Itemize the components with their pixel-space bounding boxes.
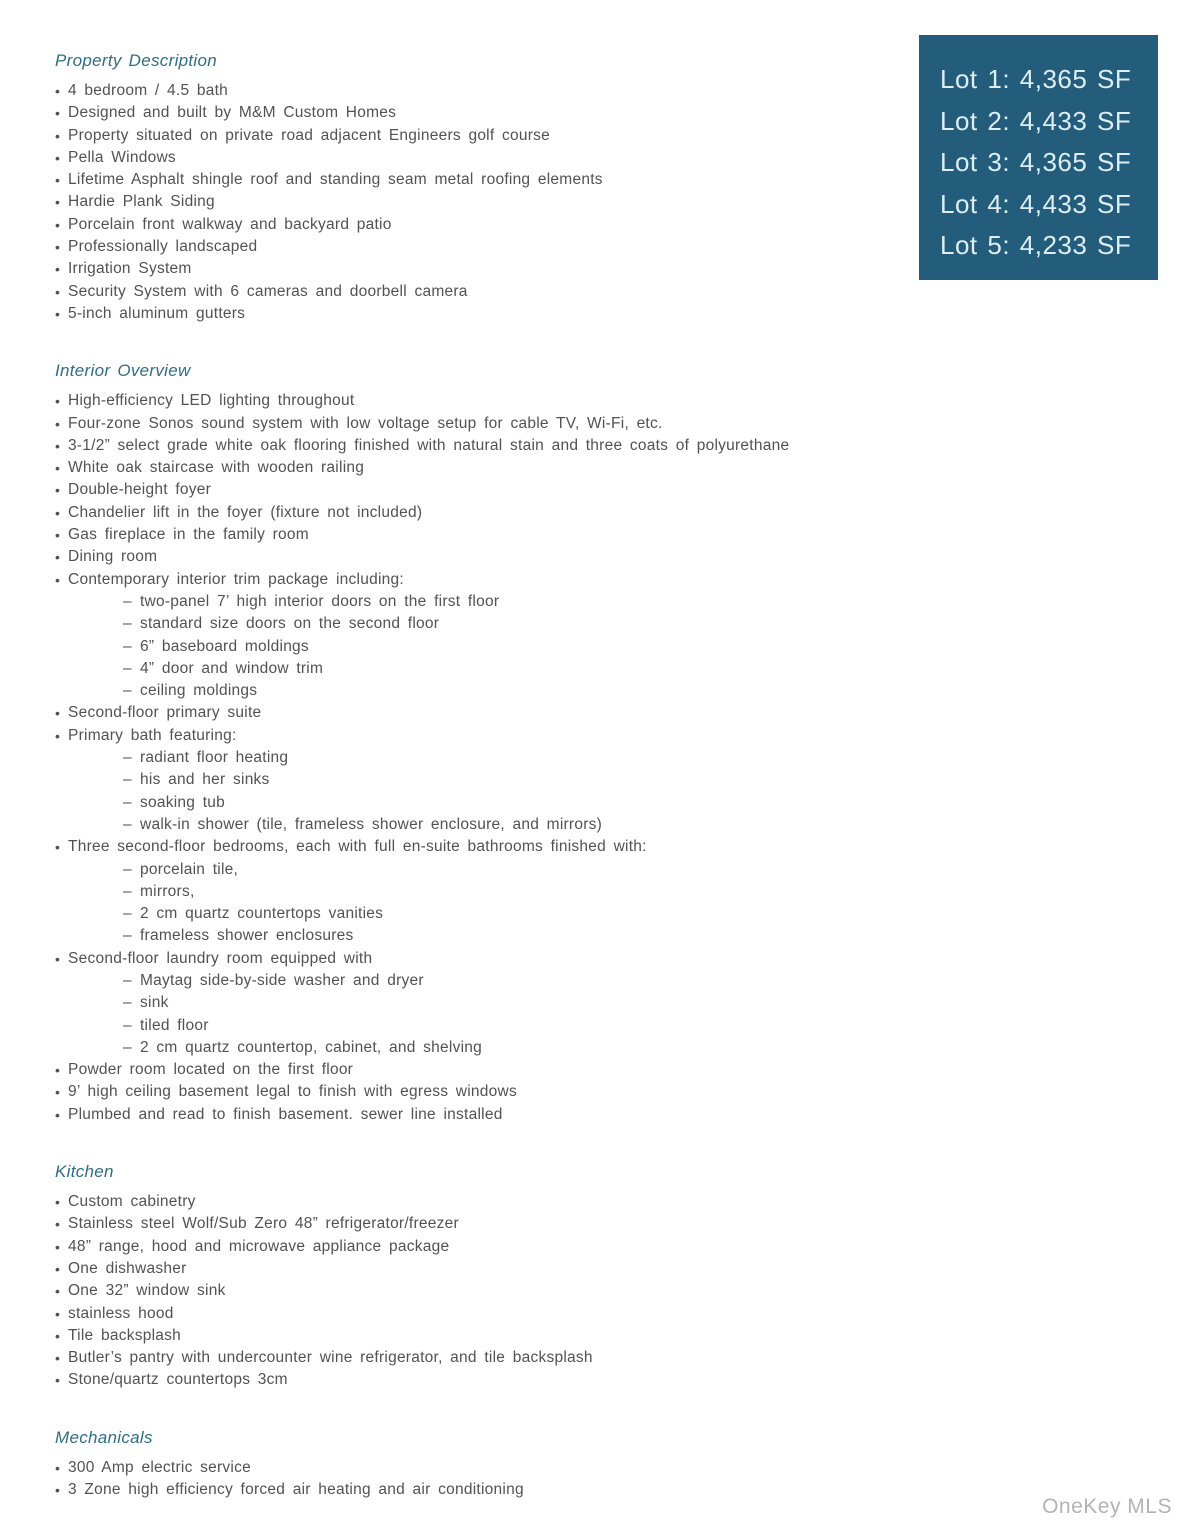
list-item <box>55 881 865 903</box>
section <box>55 360 865 1126</box>
dash-marker: – <box>123 905 132 923</box>
section <box>55 50 865 325</box>
dash-marker: – <box>123 1038 132 1056</box>
list-item-text: Professionally landscaped <box>68 238 258 256</box>
bullet-marker: • <box>55 1260 61 1277</box>
bullet-marker: • <box>55 239 61 256</box>
list-item <box>55 1325 865 1347</box>
list-item <box>55 1369 865 1391</box>
bullet-marker: • <box>55 1305 61 1322</box>
list-item-text: 4 bedroom / 4.5 bath <box>68 82 229 99</box>
list-item-text: Pella Windows <box>68 148 176 166</box>
list-item <box>55 1015 865 1037</box>
list-item <box>55 479 865 501</box>
list-item <box>55 613 865 635</box>
list-item <box>55 903 865 925</box>
list-item <box>55 792 865 814</box>
list-item-text: Butler’s pantry with undercounter wine refrigerator, and tile backsplash <box>68 1349 593 1367</box>
list-item-text: 3 Zone high efficiency forced air heating and air conditioning <box>68 1481 524 1499</box>
list-item-text: 9’ high ceiling basement legal to finish with egress windows <box>68 1083 517 1101</box>
dash-marker: – <box>123 749 132 767</box>
dash-marker: – <box>123 860 132 878</box>
list-item-text: Second-floor primary suite <box>68 704 262 722</box>
bullet-marker: • <box>55 283 61 300</box>
list-item-text: Chandelier lift in the foyer (fixture not included) <box>68 503 423 521</box>
list-item-text: Designed and built by M&M Custom Homes <box>68 104 397 122</box>
list-item-text: frameless shower enclosures <box>140 927 354 945</box>
bullet-marker: • <box>55 127 61 144</box>
list-item-text: 3-1/2” select grade white oak flooring finished with natural stain and three coats of polyurethane <box>68 436 790 454</box>
list-item <box>55 1280 865 1302</box>
section-title: Mechanicals <box>55 1427 153 1447</box>
section-title: Interior Overview <box>55 361 191 381</box>
list-item-text: Custom cabinetry <box>68 1193 196 1211</box>
list-item <box>55 1258 865 1280</box>
dash-marker: – <box>123 592 132 610</box>
list-item <box>55 747 865 769</box>
list-item <box>55 546 865 568</box>
bullet-marker: • <box>55 527 61 544</box>
dash-marker: – <box>123 1016 132 1034</box>
list-item <box>55 859 865 881</box>
list-item-text: Porcelain front walkway and backyard patio <box>68 215 392 233</box>
list-item-text: Second-floor laundry room equipped with <box>68 949 373 967</box>
list-item-text: Property situated on private road adjacent Engineers golf course <box>68 126 551 144</box>
list-item-text: walk-in shower (tile, frameless shower enclosure, and mirrors) <box>140 815 603 833</box>
list-item <box>55 524 865 546</box>
dash-marker: – <box>123 615 132 633</box>
list-item-text: Double-height foyer <box>68 481 212 499</box>
dash-marker: – <box>123 659 132 677</box>
list-item <box>55 836 865 858</box>
list-item-text: porcelain tile, <box>140 860 239 878</box>
list-item <box>55 725 865 747</box>
list-item-text: tiled floor <box>140 1016 209 1034</box>
list-item-text: Primary bath featuring: <box>68 726 237 744</box>
lot-size-line: Lot 2: 4,433 SF <box>940 105 1132 136</box>
list-item <box>55 502 865 524</box>
dash-marker: – <box>123 927 132 945</box>
list-item <box>55 1059 865 1081</box>
bullet-marker: • <box>55 950 61 967</box>
lot-size-line: Lot 4: 4,433 SF <box>940 188 1132 219</box>
bullet-marker: • <box>55 437 61 454</box>
lot-size-line: Lot 5: 4,233 SF <box>940 230 1132 260</box>
list-item-text: High-efficiency LED lighting throughout <box>68 392 355 410</box>
list-item-text: 4” door and window trim <box>140 659 324 677</box>
list-item-text: Hardie Plank Siding <box>68 193 215 211</box>
list-item <box>55 1479 865 1501</box>
list-item <box>55 948 865 970</box>
bullet-marker: • <box>55 261 61 278</box>
bullet-marker: • <box>55 1194 61 1211</box>
bullet-marker: • <box>55 1062 61 1079</box>
bullet-marker: • <box>55 1372 61 1389</box>
list-item <box>55 636 865 658</box>
dash-marker: – <box>123 815 132 833</box>
bullet-marker: • <box>55 194 61 211</box>
bullet-marker: • <box>55 1084 61 1101</box>
bullet-marker: • <box>55 460 61 477</box>
bullet-marker: • <box>55 1482 61 1499</box>
list-item-text: standard size doors on the second floor <box>140 615 440 633</box>
list-item <box>55 435 865 457</box>
bullet-marker: • <box>55 705 61 722</box>
list-item-text: Tile backsplash <box>68 1326 182 1344</box>
list-item-text: sink <box>140 994 169 1012</box>
bullet-marker: • <box>55 1106 61 1123</box>
list-item-text: 48” range, hood and microwave appliance package <box>68 1237 450 1255</box>
list-item <box>55 258 865 280</box>
lot-size-line: Lot 3: 4,365 SF <box>940 147 1132 177</box>
list-item-text: Lifetime Asphalt shingle roof and standing seam metal roofing elements <box>68 171 603 189</box>
dash-marker: – <box>123 994 132 1012</box>
section <box>55 1161 865 1392</box>
list-item-text: Powder room located on the first floor <box>68 1061 354 1079</box>
bullet-marker: • <box>55 727 61 744</box>
list-item <box>55 814 865 836</box>
bullet-marker: • <box>55 393 61 410</box>
bullet-marker: • <box>55 1216 61 1233</box>
bullet-marker: • <box>55 216 61 233</box>
bullet-marker: • <box>55 1327 61 1344</box>
list-item <box>55 1236 865 1258</box>
list-item-text: Stainless steel Wolf/Sub Zero 48” refrigerator/freezer <box>68 1215 459 1233</box>
list-item <box>55 925 865 947</box>
list-item-text: 2 cm quartz countertops vanities <box>140 905 384 923</box>
list-item <box>55 1213 865 1235</box>
bullet-marker: • <box>55 1238 61 1255</box>
list-item <box>55 169 865 191</box>
list-item <box>55 102 865 124</box>
bullet-marker: • <box>55 172 61 189</box>
bullet-marker: • <box>55 83 61 99</box>
lot-size-box <box>919 35 1158 280</box>
list-item <box>55 281 865 303</box>
bullet-marker: • <box>55 1350 61 1367</box>
bullet-marker: • <box>55 1283 61 1300</box>
list-item-text: two-panel 7’ high interior doors on the first floor <box>140 592 500 610</box>
list-item <box>55 970 865 992</box>
list-item-text: Contemporary interior trim package including: <box>68 570 404 588</box>
list-item <box>55 191 865 213</box>
list-item-text: his and her sinks <box>140 771 270 789</box>
list-item-text: Four-zone Sonos sound system with low voltage setup for cable TV, Wi-Fi, etc. <box>68 414 663 432</box>
list-item <box>55 1081 865 1103</box>
list-item <box>55 236 865 258</box>
bullet-marker: • <box>55 571 61 588</box>
list-item <box>55 1037 865 1059</box>
sections <box>55 50 865 1501</box>
list-item-text: 5-inch aluminum gutters <box>68 304 246 322</box>
list-item <box>55 390 865 412</box>
bullet-marker: • <box>55 839 61 856</box>
list-item-text: radiant floor heating <box>140 749 289 767</box>
bullet-marker: • <box>55 305 61 322</box>
list-item-text: ceiling moldings <box>140 682 258 700</box>
list-item <box>55 1457 865 1479</box>
section-title: Property Description <box>55 51 218 70</box>
list-item-text: Maytag side-by-side washer and dryer <box>140 971 424 989</box>
list-item-text: Stone/quartz countertops 3cm <box>68 1371 288 1389</box>
list-item-text: soaking tub <box>140 793 226 811</box>
bullet-marker: • <box>55 415 61 432</box>
list-item <box>55 1104 865 1126</box>
list-item-text: 6” baseboard moldings <box>140 637 309 655</box>
list-item <box>55 80 865 102</box>
lot-size-line: Lot 1: 4,365 SF <box>940 64 1132 94</box>
bullet-marker: • <box>55 149 61 166</box>
list-item <box>55 457 865 479</box>
dash-marker: – <box>123 793 132 811</box>
bullet-marker: • <box>55 549 61 566</box>
dash-marker: – <box>123 682 132 700</box>
list-item <box>55 147 865 169</box>
list-item <box>55 658 865 680</box>
list-item-text: stainless hood <box>68 1304 174 1322</box>
bullet-marker: • <box>55 1459 61 1476</box>
list-item <box>55 591 865 613</box>
list-item <box>55 413 865 435</box>
list-item-text: One 32” window sink <box>68 1282 226 1300</box>
dash-marker: – <box>123 882 132 900</box>
bullet-marker: • <box>55 504 61 521</box>
list-item-text: Gas fireplace in the family room <box>68 526 309 544</box>
dash-marker: – <box>123 971 132 989</box>
bullet-marker: • <box>55 105 61 122</box>
bullet-marker: • <box>55 482 61 499</box>
list-item <box>55 769 865 791</box>
list-item <box>55 680 865 702</box>
watermark: OneKey MLS <box>1042 1495 1172 1518</box>
dash-marker: – <box>123 771 132 789</box>
list-item-text: mirrors, <box>140 882 195 900</box>
list-item-text: Plumbed and read to finish basement. sewer line installed <box>68 1105 503 1123</box>
list-item-text: 2 cm quartz countertop, cabinet, and shelving <box>140 1038 483 1056</box>
list-item <box>55 303 865 325</box>
list-item <box>55 992 865 1014</box>
list-item-text: Dining room <box>68 548 158 566</box>
list-item-text: Security System with 6 cameras and doorbell camera <box>68 282 468 300</box>
list-item-text: Three second-floor bedrooms, each with full en-suite bathrooms finished with: <box>68 838 647 856</box>
list-item <box>55 125 865 147</box>
list-item-text: Irrigation System <box>68 260 192 278</box>
list-item <box>55 214 865 236</box>
list-item-text: 300 Amp electric service <box>68 1458 251 1476</box>
dash-marker: – <box>123 637 132 655</box>
list-item <box>55 702 865 724</box>
section-title: Kitchen <box>55 1162 114 1182</box>
list-item-text: White oak staircase with wooden railing <box>68 459 365 477</box>
list-item-text: One dishwasher <box>68 1259 187 1277</box>
list-item <box>55 1303 865 1325</box>
list-item <box>55 1347 865 1369</box>
section <box>55 1427 865 1502</box>
list-item <box>55 569 865 591</box>
list-item <box>55 1191 865 1213</box>
